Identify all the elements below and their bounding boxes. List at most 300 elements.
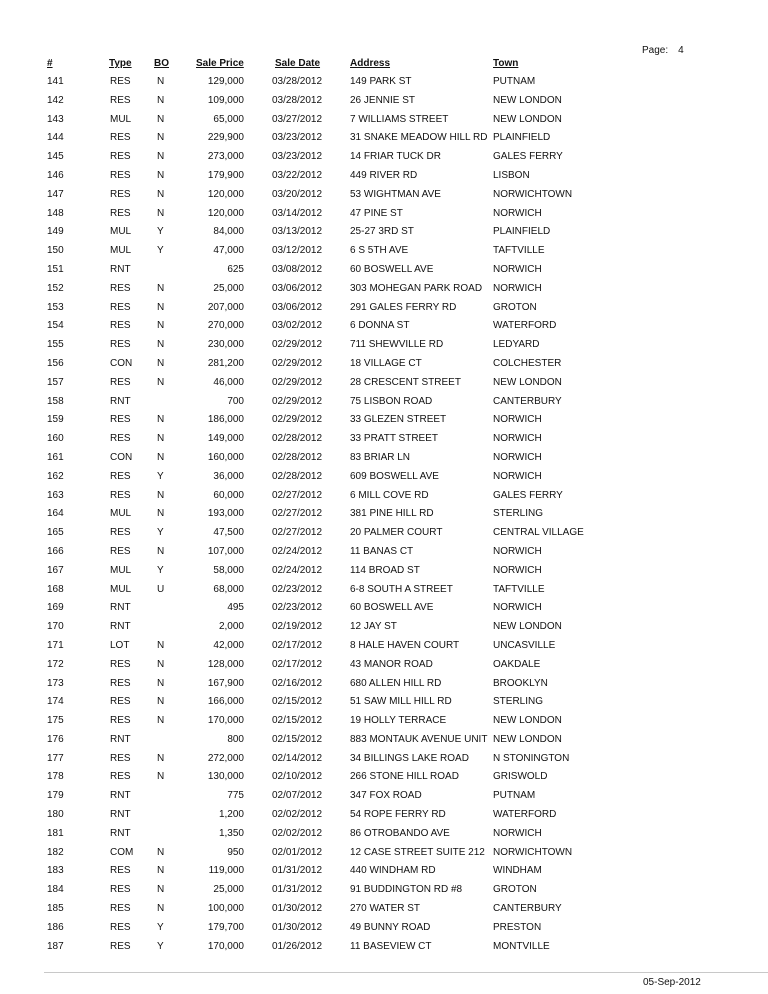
cell-bo: N [157, 433, 165, 445]
cell-town: STERLING [493, 508, 544, 520]
cell-sale-date: 02/19/2012 [272, 621, 323, 633]
cell-type: RES [110, 151, 131, 163]
cell-sale-price: 800 [227, 733, 244, 745]
cell-type: RES [110, 903, 131, 915]
cell-bo: N [157, 113, 165, 125]
cell-bo: Y [157, 527, 164, 539]
cell-number: 185 [47, 903, 64, 915]
cell-sale-price: 47,000 [213, 245, 244, 257]
table-row [0, 809, 768, 828]
cell-town: NORWICH [493, 282, 542, 294]
cell-town: GROTON [493, 301, 537, 313]
cell-bo: N [157, 207, 165, 219]
table-row [0, 76, 768, 95]
cell-town: LISBON [493, 169, 530, 181]
cell-number: 184 [47, 884, 64, 896]
cell-number: 179 [47, 790, 64, 802]
cell-type: RES [110, 94, 131, 106]
cell-type: RES [110, 76, 131, 87]
cell-town: GALES FERRY [493, 489, 563, 501]
cell-sale-date: 01/30/2012 [272, 921, 323, 933]
cell-number: 182 [47, 846, 64, 858]
cell-address: 381 PINE HILL RD [350, 508, 434, 520]
cell-number: 180 [47, 809, 64, 821]
cell-bo: N [157, 414, 165, 426]
cell-sale-price: 129,000 [207, 76, 244, 87]
cell-town: PUTNAM [493, 76, 536, 87]
cell-sale-date: 03/06/2012 [272, 282, 323, 294]
cell-type: RNT [110, 733, 131, 745]
cell-bo: N [157, 282, 165, 294]
table-row [0, 734, 768, 753]
cell-sale-date: 01/31/2012 [272, 884, 323, 896]
table-row [0, 396, 768, 415]
cell-address: 91 BUDDINGTON RD #8 [350, 884, 463, 896]
cell-number: 178 [47, 771, 64, 783]
cell-bo: N [157, 451, 165, 463]
cell-bo: N [157, 884, 165, 896]
cell-sale-date: 02/07/2012 [272, 790, 323, 802]
cell-sale-date: 02/24/2012 [272, 545, 323, 557]
cell-number: 167 [47, 564, 64, 576]
cell-number: 160 [47, 433, 64, 445]
cell-type: COM [110, 846, 134, 858]
cell-number: 145 [47, 151, 64, 163]
cell-sale-date: 03/23/2012 [272, 132, 323, 144]
cell-address: 883 MONTAUK AVENUE UNIT [350, 733, 488, 745]
cell-type: RNT [110, 395, 131, 407]
cell-bo: N [157, 169, 165, 181]
cell-sale-date: 02/01/2012 [272, 846, 323, 858]
cell-sale-date: 02/17/2012 [272, 658, 323, 670]
table-row [0, 678, 768, 697]
cell-address: 11 BASEVIEW CT [350, 940, 432, 952]
cell-bo: Y [157, 940, 164, 952]
cell-number: 142 [47, 94, 64, 106]
cell-sale-date: 02/10/2012 [272, 771, 323, 783]
cell-town: NORWICH [493, 263, 542, 275]
cell-sale-price: 107,000 [207, 545, 244, 557]
cell-bo: Y [157, 921, 164, 933]
cell-bo: N [157, 715, 165, 727]
cell-address: 6 DONNA ST [350, 320, 410, 332]
cell-town: WATERFORD [493, 809, 557, 821]
cell-bo: N [157, 771, 165, 783]
cell-sale-date: 03/28/2012 [272, 76, 323, 87]
cell-town: PLAINFIELD [493, 226, 551, 238]
cell-sale-price: 160,000 [207, 451, 244, 463]
cell-town: WINDHAM [493, 865, 542, 877]
table-row [0, 527, 768, 546]
cell-town: OAKDALE [493, 658, 541, 670]
cell-sale-price: 166,000 [207, 696, 244, 708]
cell-address: 43 MANOR ROAD [350, 658, 433, 670]
cell-town: N STONINGTON [493, 752, 570, 764]
cell-town: NORWICHTOWN [493, 188, 573, 200]
cell-sale-date: 03/08/2012 [272, 263, 323, 275]
table-row [0, 621, 768, 640]
cell-bo: U [157, 583, 165, 595]
table-row [0, 452, 768, 471]
cell-address: 49 BUNNY ROAD [350, 921, 431, 933]
cell-type: RES [110, 376, 131, 388]
cell-number: 146 [47, 169, 64, 181]
cell-type: MUL [110, 564, 132, 576]
table-header [0, 58, 768, 72]
cell-town: NORWICH [493, 451, 542, 463]
cell-type: MUL [110, 113, 132, 125]
cell-number: 177 [47, 752, 64, 764]
cell-sale-price: 179,900 [207, 169, 244, 181]
cell-bo: N [157, 489, 165, 501]
cell-town: BROOKLYN [493, 677, 548, 689]
header-number: # [47, 58, 53, 69]
cell-address: 75 LISBON ROAD [350, 395, 433, 407]
cell-type: RES [110, 132, 131, 144]
sales-table-body [0, 76, 768, 959]
cell-number: 166 [47, 545, 64, 557]
cell-sale-date: 02/16/2012 [272, 677, 323, 689]
cell-sale-date: 02/02/2012 [272, 809, 323, 821]
cell-town: NORWICH [493, 602, 542, 614]
header-town: Town [493, 58, 519, 69]
table-row [0, 715, 768, 734]
cell-address: 28 CRESCENT STREET [350, 376, 461, 388]
cell-type: RES [110, 207, 131, 219]
cell-sale-price: 167,900 [207, 677, 244, 689]
cell-sale-price: 207,000 [207, 301, 244, 313]
cell-number: 147 [47, 188, 64, 200]
cell-type: RES [110, 715, 131, 727]
cell-address: 6-8 SOUTH A STREET [350, 583, 453, 595]
cell-type: RNT [110, 809, 131, 821]
cell-sale-date: 03/22/2012 [272, 169, 323, 181]
table-row [0, 508, 768, 527]
cell-type: RNT [110, 790, 131, 802]
cell-number: 162 [47, 470, 64, 482]
cell-number: 176 [47, 733, 64, 745]
cell-number: 149 [47, 226, 64, 238]
cell-number: 175 [47, 715, 64, 727]
table-row [0, 245, 768, 264]
cell-type: CON [110, 357, 133, 369]
cell-sale-date: 02/29/2012 [272, 376, 323, 388]
page-number-label [642, 45, 684, 56]
cell-sale-price: 186,000 [207, 414, 244, 426]
cell-type: RNT [110, 602, 131, 614]
cell-sale-price: 149,000 [207, 433, 244, 445]
cell-number: 156 [47, 357, 64, 369]
cell-type: RNT [110, 827, 131, 839]
cell-town: COLCHESTER [493, 357, 562, 369]
cell-number: 153 [47, 301, 64, 313]
cell-number: 186 [47, 921, 64, 933]
cell-address: 86 OTROBANDO AVE [350, 827, 450, 839]
cell-address: 8 HALE HAVEN COURT [350, 639, 460, 651]
cell-bo: N [157, 846, 165, 858]
cell-address: 12 JAY ST [350, 621, 397, 633]
table-row [0, 847, 768, 866]
cell-town: TAFTVILLE [493, 583, 545, 595]
cell-sale-price: 170,000 [207, 715, 244, 727]
cell-sale-date: 02/28/2012 [272, 470, 323, 482]
header-address: Address [350, 58, 391, 69]
table-row [0, 565, 768, 584]
cell-address: 33 GLEZEN STREET [350, 414, 447, 426]
cell-type: RES [110, 339, 131, 351]
cell-type: MUL [110, 508, 132, 520]
cell-type: RES [110, 320, 131, 332]
cell-sale-price: 950 [227, 846, 244, 858]
cell-bo: N [157, 339, 165, 351]
table-row [0, 602, 768, 621]
cell-address: 54 ROPE FERRY RD [350, 809, 446, 821]
cell-address: 12 CASE STREET SUITE 212 [350, 846, 485, 858]
cell-town: STERLING [493, 696, 544, 708]
cell-number: 163 [47, 489, 64, 501]
table-row [0, 640, 768, 659]
cell-type: RNT [110, 263, 131, 275]
table-row [0, 828, 768, 847]
cell-town: NEW LONDON [493, 94, 562, 106]
cell-sale-date: 01/26/2012 [272, 940, 323, 952]
cell-address: 149 PARK ST [350, 76, 412, 87]
cell-bo: N [157, 301, 165, 313]
cell-sale-price: 193,000 [207, 508, 244, 520]
cell-number: 169 [47, 602, 64, 614]
cell-address: 31 SNAKE MEADOW HILL RD [350, 132, 488, 144]
cell-bo: N [157, 76, 165, 87]
cell-number: 152 [47, 282, 64, 294]
header-sale-date: Sale Date [275, 58, 321, 69]
cell-town: NORWICH [493, 545, 542, 557]
cell-address: 25-27 3RD ST [350, 226, 414, 238]
table-row [0, 771, 768, 790]
cell-bo: N [157, 545, 165, 557]
cell-sale-date: 02/29/2012 [272, 357, 323, 369]
cell-address: 303 MOHEGAN PARK ROAD [350, 282, 483, 294]
cell-sale-price: 25,000 [213, 884, 244, 896]
cell-bo: N [157, 658, 165, 670]
cell-sale-date: 02/29/2012 [272, 414, 323, 426]
table-row [0, 358, 768, 377]
cell-number: 187 [47, 940, 64, 952]
cell-address: 18 VILLAGE CT [350, 357, 422, 369]
table-row [0, 941, 768, 960]
cell-sale-price: 130,000 [207, 771, 244, 783]
cell-sale-price: 273,000 [207, 151, 244, 163]
cell-type: CON [110, 451, 133, 463]
cell-type: RES [110, 940, 131, 952]
cell-town: UNCASVILLE [493, 639, 556, 651]
cell-sale-price: 229,900 [207, 132, 244, 144]
cell-type: RES [110, 696, 131, 708]
cell-type: RES [110, 433, 131, 445]
cell-sale-price: 495 [227, 602, 244, 614]
cell-number: 157 [47, 376, 64, 388]
table-row [0, 170, 768, 189]
cell-town: GALES FERRY [493, 151, 563, 163]
cell-town: NORWICHTOWN [493, 846, 573, 858]
cell-bo: N [157, 508, 165, 520]
header-bo: BO [154, 58, 169, 69]
cell-type: RES [110, 771, 131, 783]
cell-number: 170 [47, 621, 64, 633]
cell-address: 60 BOSWELL AVE [350, 263, 434, 275]
cell-sale-price: 272,000 [207, 752, 244, 764]
cell-sale-price: 281,200 [207, 357, 244, 369]
table-row [0, 433, 768, 452]
cell-sale-price: 170,000 [207, 940, 244, 952]
cell-sale-price: 1,200 [218, 809, 244, 821]
cell-sale-date: 02/23/2012 [272, 583, 323, 595]
cell-sale-price: 179,700 [207, 921, 244, 933]
cell-address: 6 S 5TH AVE [350, 245, 409, 257]
cell-sale-price: 128,000 [207, 658, 244, 670]
cell-sale-date: 02/24/2012 [272, 564, 323, 576]
cell-bo: N [157, 696, 165, 708]
cell-address: 11 BANAS CT [350, 545, 414, 557]
cell-sale-price: 270,000 [207, 320, 244, 332]
table-row [0, 414, 768, 433]
cell-town: CENTRAL VILLAGE [493, 527, 584, 539]
cell-type: RES [110, 188, 131, 200]
cell-town: NORWICH [493, 433, 542, 445]
table-row [0, 189, 768, 208]
cell-type: MUL [110, 226, 132, 238]
cell-address: 53 WIGHTMAN AVE [350, 188, 441, 200]
cell-address: 609 BOSWELL AVE [350, 470, 439, 482]
cell-sale-date: 03/12/2012 [272, 245, 323, 257]
cell-sale-date: 03/13/2012 [272, 226, 323, 238]
cell-sale-date: 02/29/2012 [272, 339, 323, 351]
cell-number: 158 [47, 395, 64, 407]
cell-type: RES [110, 282, 131, 294]
cell-sale-price: 68,000 [213, 583, 244, 595]
cell-address: 60 BOSWELL AVE [350, 602, 434, 614]
header-type: Type [109, 58, 132, 69]
cell-town: CANTERBURY [493, 395, 562, 407]
cell-type: RNT [110, 621, 131, 633]
cell-sale-date: 01/30/2012 [272, 903, 323, 915]
cell-sale-date: 03/02/2012 [272, 320, 323, 332]
cell-type: RES [110, 489, 131, 501]
cell-type: RES [110, 470, 131, 482]
table-row [0, 546, 768, 565]
table-row [0, 208, 768, 227]
cell-sale-date: 03/28/2012 [272, 94, 323, 106]
page-label-text: Page: [642, 45, 669, 56]
cell-type: RES [110, 545, 131, 557]
table-row [0, 302, 768, 321]
cell-address: 266 STONE HILL ROAD [350, 771, 459, 783]
cell-address: 34 BILLINGS LAKE ROAD [350, 752, 469, 764]
cell-type: RES [110, 865, 131, 877]
cell-sale-price: 109,000 [207, 94, 244, 106]
cell-number: 144 [47, 132, 64, 144]
cell-sale-date: 02/27/2012 [272, 489, 323, 501]
cell-town: NORWICH [493, 470, 542, 482]
cell-type: RES [110, 658, 131, 670]
table-row [0, 132, 768, 151]
cell-sale-date: 02/27/2012 [272, 508, 323, 520]
cell-bo: N [157, 94, 165, 106]
cell-sale-date: 03/06/2012 [272, 301, 323, 313]
table-row [0, 490, 768, 509]
cell-town: NEW LONDON [493, 113, 562, 125]
table-row [0, 95, 768, 114]
cell-sale-date: 03/23/2012 [272, 151, 323, 163]
cell-bo: Y [157, 226, 164, 238]
cell-sale-price: 36,000 [213, 470, 244, 482]
cell-number: 181 [47, 827, 64, 839]
cell-number: 141 [47, 76, 64, 87]
cell-sale-price: 1,350 [218, 827, 244, 839]
cell-type: RES [110, 527, 131, 539]
cell-sale-date: 02/27/2012 [272, 527, 323, 539]
cell-sale-price: 2,000 [218, 621, 244, 633]
table-row [0, 151, 768, 170]
cell-number: 168 [47, 583, 64, 595]
cell-address: 449 RIVER RD [350, 169, 418, 181]
table-row [0, 584, 768, 603]
cell-number: 143 [47, 113, 64, 125]
table-row [0, 320, 768, 339]
cell-town: PRESTON [493, 921, 542, 933]
cell-town: PUTNAM [493, 790, 536, 802]
cell-bo: N [157, 357, 165, 369]
table-row [0, 696, 768, 715]
cell-address: 83 BRIAR LN [350, 451, 411, 463]
cell-number: 172 [47, 658, 64, 670]
cell-address: 291 GALES FERRY RD [350, 301, 457, 313]
cell-town: NEW LONDON [493, 621, 562, 633]
cell-number: 171 [47, 639, 64, 651]
table-row [0, 226, 768, 245]
cell-number: 161 [47, 451, 64, 463]
cell-bo: N [157, 677, 165, 689]
cell-sale-price: 84,000 [213, 226, 244, 238]
cell-bo: N [157, 320, 165, 332]
cell-sale-price: 47,500 [213, 527, 244, 539]
cell-type: RES [110, 884, 131, 896]
cell-sale-price: 25,000 [213, 282, 244, 294]
cell-sale-date: 02/23/2012 [272, 602, 323, 614]
table-row [0, 790, 768, 809]
cell-number: 154 [47, 320, 64, 332]
cell-town: LEDYARD [493, 339, 540, 351]
cell-sale-price: 775 [227, 790, 244, 802]
cell-bo: N [157, 865, 165, 877]
table-row [0, 753, 768, 772]
cell-town: NEW LONDON [493, 715, 562, 727]
cell-number: 159 [47, 414, 64, 426]
cell-bo: N [157, 752, 165, 764]
cell-address: 51 SAW MILL HILL RD [350, 696, 452, 708]
table-row [0, 659, 768, 678]
cell-town: GRISWOLD [493, 771, 548, 783]
cell-sale-price: 119,000 [208, 865, 244, 877]
cell-sale-price: 65,000 [213, 113, 244, 125]
table-row [0, 264, 768, 283]
table-row [0, 865, 768, 884]
cell-type: RES [110, 301, 131, 313]
cell-sale-price: 60,000 [213, 489, 244, 501]
page-number: 4 [678, 45, 684, 56]
cell-town: WATERFORD [493, 320, 557, 332]
cell-type: RES [110, 169, 131, 181]
cell-bo: Y [157, 470, 164, 482]
